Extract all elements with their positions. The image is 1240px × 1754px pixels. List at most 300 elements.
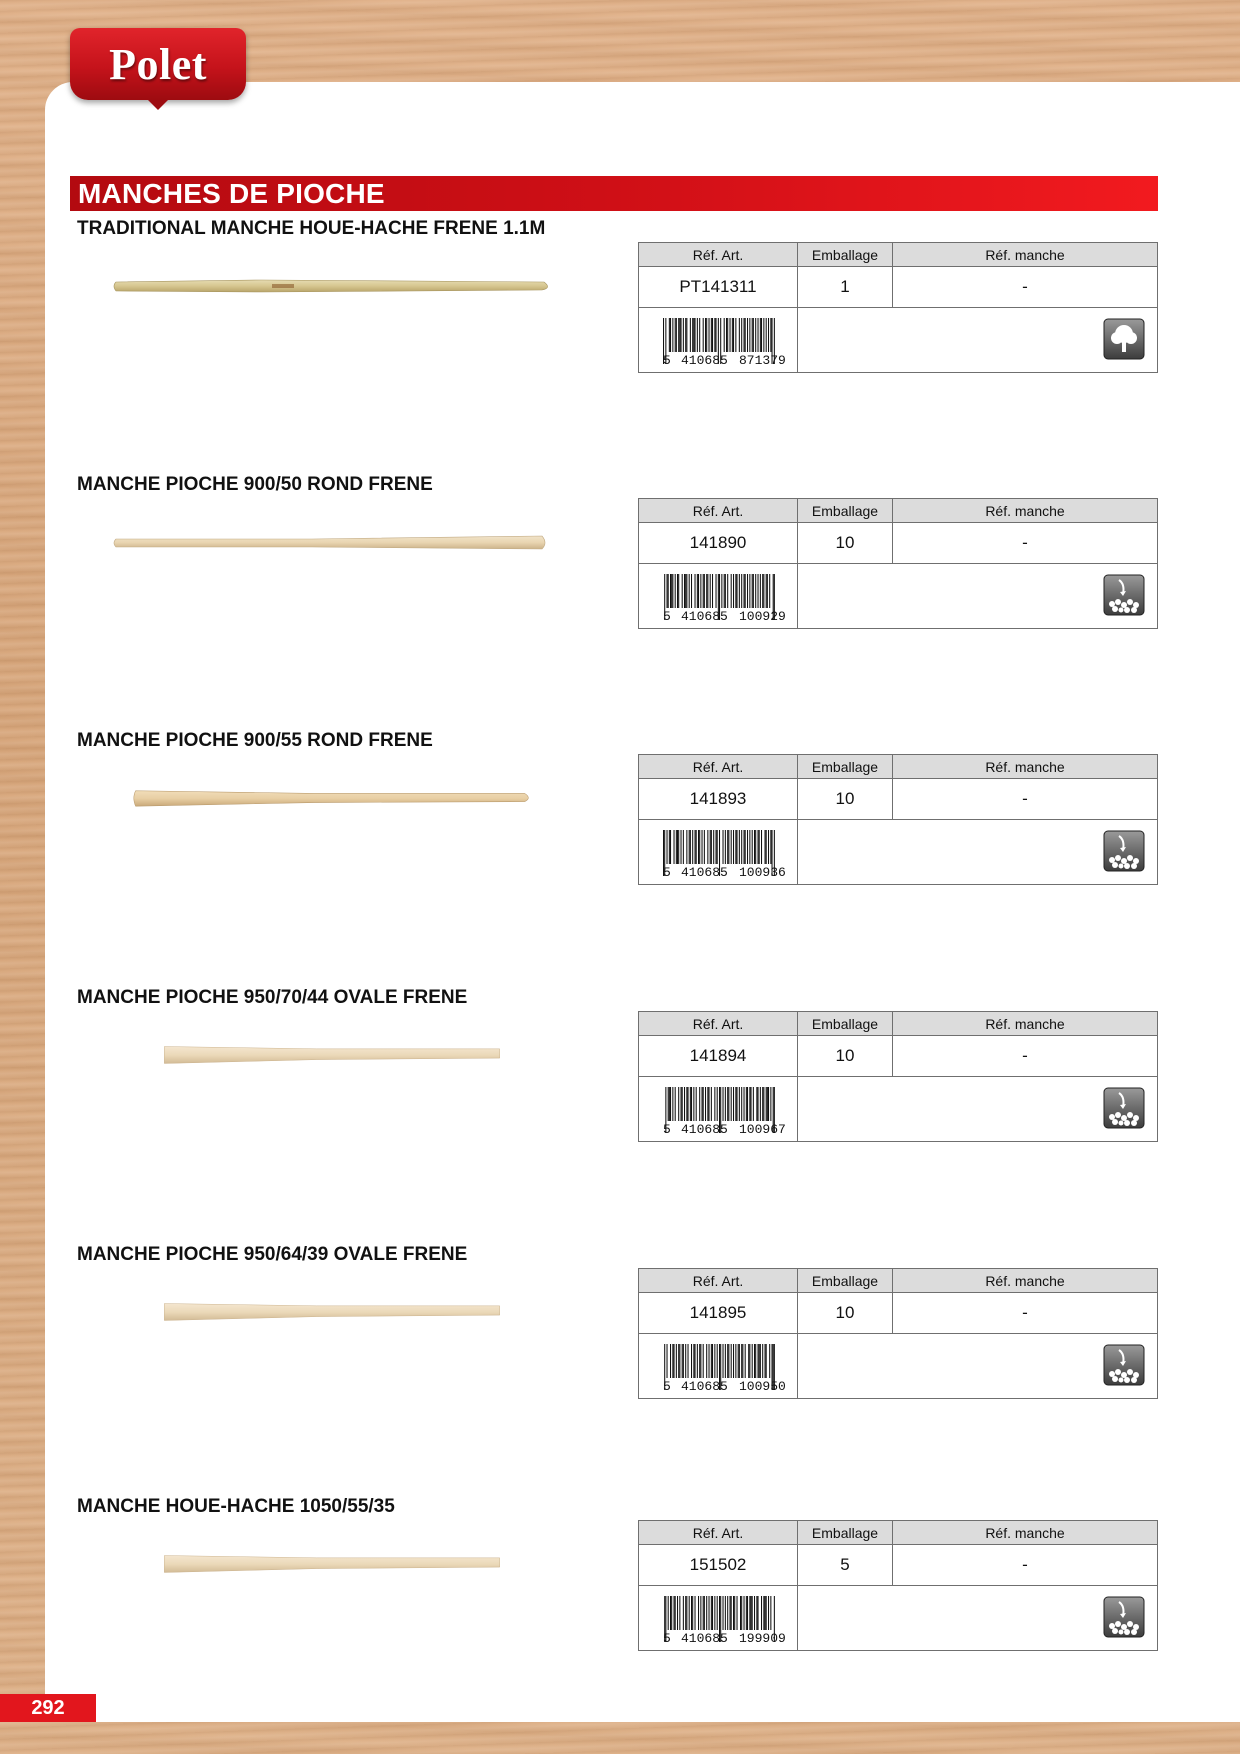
product-title: MANCHE PIOCHE 950/70/44 OVALE FRENE	[77, 987, 468, 1008]
emballage-value: 10	[798, 779, 893, 819]
header-emballage: Emballage	[798, 499, 893, 522]
barcode-bar	[725, 830, 726, 864]
barcode-bar	[704, 1596, 705, 1630]
barcode-bar	[690, 830, 691, 864]
barcode-bar	[730, 318, 731, 352]
barcode-bar	[696, 1087, 697, 1121]
barcode-bar	[741, 1087, 742, 1121]
barcode-bar	[717, 830, 718, 864]
product-title: MANCHE HOUE-HACHE 1050/55/35	[77, 1496, 395, 1517]
barcode-bar	[681, 830, 682, 864]
barcode-bar	[770, 318, 771, 352]
barcode-bar	[717, 1596, 718, 1630]
emballage-value: 10	[798, 1036, 893, 1076]
barcode-bar	[756, 1596, 757, 1630]
product-block	[0, 730, 1240, 950]
barcode-bar	[758, 1596, 759, 1630]
emballage-value: 10	[798, 523, 893, 563]
barcode-bar	[672, 1344, 673, 1378]
table-row	[639, 267, 1157, 308]
barcode-bar	[681, 318, 682, 352]
barcode-right-digits: 100929	[739, 609, 786, 624]
barcode-bar	[758, 830, 759, 864]
barcode-row	[639, 1334, 1157, 1398]
barcode-bar	[702, 1087, 703, 1121]
barcode-bar	[667, 574, 668, 608]
barcode-bar	[691, 1596, 692, 1630]
header-ref-manche: Réf. manche	[985, 502, 1065, 519]
barcode-bar	[693, 1087, 694, 1121]
barcode-bar	[677, 1596, 678, 1630]
table-row	[639, 779, 1157, 820]
barcode-bar	[769, 1344, 770, 1378]
barcode-bar	[686, 318, 687, 352]
barcode-bar	[741, 318, 742, 352]
barcode-bar	[763, 318, 764, 352]
barcode-bar	[685, 318, 686, 352]
header-ref-manche: Réf. manche	[985, 1015, 1065, 1032]
barcode-bar	[754, 1344, 755, 1378]
polet-logo	[70, 28, 246, 100]
barcode-bar	[691, 1087, 692, 1121]
barcode-bar	[706, 574, 707, 608]
barcode-bar	[688, 1087, 689, 1121]
product-info-table	[638, 1011, 1158, 1142]
ref-art-value: 151502	[639, 1545, 798, 1585]
barcode-bar	[682, 1087, 683, 1121]
barcode-bar	[735, 574, 736, 608]
barcode-bar	[676, 830, 677, 864]
barcode-bar	[703, 1344, 704, 1378]
barcode-right-digits: 100950	[739, 1379, 786, 1394]
header-ref-manche: Réf. manche	[985, 1272, 1065, 1289]
barcode-bar	[751, 1596, 752, 1630]
barcode-bar	[716, 318, 717, 352]
barcode-bar	[668, 574, 669, 608]
barcode	[639, 1334, 798, 1398]
barcode-bar	[709, 1087, 710, 1121]
header-ref-art: Réf. Art.	[639, 243, 798, 266]
barcode-bar	[732, 318, 733, 352]
header-emballage: Emballage	[798, 755, 893, 778]
barcode-bar	[703, 318, 704, 352]
table-header-row	[639, 1012, 1157, 1036]
barcode-bar	[737, 1596, 738, 1630]
barcode-bar	[762, 1344, 763, 1378]
barcode-bar	[710, 830, 711, 864]
barcode-bar	[674, 1344, 675, 1378]
barcode-left-digits: 410685	[681, 353, 728, 368]
barcode-bar	[691, 574, 692, 608]
product-info-table	[638, 242, 1158, 373]
barcode-bar	[686, 1087, 687, 1121]
table-header-row	[639, 755, 1157, 779]
barcode-bar	[754, 1596, 755, 1630]
barcode-bar	[679, 1596, 680, 1630]
barcode-bar	[739, 1344, 740, 1378]
barcode-bar	[749, 830, 750, 864]
barcode-left-digits: 410685	[681, 1379, 728, 1394]
product-title: MANCHE PIOCHE 900/50 ROND FRENE	[77, 474, 433, 495]
barcode-bar	[749, 318, 750, 352]
barcode-bar	[753, 1087, 754, 1121]
barcode-bar	[685, 1596, 686, 1630]
barcode-bar	[709, 1344, 710, 1378]
barcode-bar	[693, 1344, 694, 1378]
barcode-bar	[760, 1087, 761, 1121]
barcode-prefix: 5	[663, 1379, 671, 1394]
barcode-bar	[700, 574, 701, 608]
barcode-bar	[677, 830, 678, 864]
barcode-bar	[697, 318, 698, 352]
barcode-bar	[711, 1087, 712, 1121]
header-ref-manche: Réf. manche	[985, 1524, 1065, 1541]
barcode-bar	[683, 830, 684, 864]
barcode-bar	[686, 574, 687, 608]
barcode-row	[639, 1586, 1157, 1650]
barcode-bar	[744, 1596, 745, 1630]
barcode-bar	[739, 1087, 740, 1121]
ref-manche-value: -	[1022, 1555, 1028, 1574]
barcode-bar	[740, 1596, 741, 1630]
barcode-bar	[727, 1087, 728, 1121]
barcode-bar	[747, 574, 748, 608]
barcode-left-digits: 410685	[681, 865, 728, 880]
handle-image	[112, 788, 552, 808]
barcode-bar	[747, 1596, 748, 1630]
barcode-bar	[688, 1344, 689, 1378]
barcode-bar	[711, 1596, 712, 1630]
barcode-bar	[723, 1087, 724, 1121]
barcode-bar	[706, 1596, 707, 1630]
barcode-bar	[723, 1344, 724, 1378]
barcode-prefix: 5	[663, 1122, 671, 1137]
product-info-table	[638, 498, 1158, 629]
barcode	[639, 1586, 798, 1650]
barcode-bar	[695, 830, 696, 864]
barcode-bar	[712, 1596, 713, 1630]
barcode-bar	[675, 318, 676, 352]
table-row	[639, 1036, 1157, 1077]
barcode-bar	[703, 1087, 704, 1121]
barcode-left-digits: 410685	[681, 609, 728, 624]
barcode-bar	[697, 1344, 698, 1378]
barcode-bar	[689, 574, 690, 608]
barcode-bar	[745, 574, 746, 608]
soil-dig-icon	[1103, 830, 1145, 872]
soil-dig-icon	[1103, 574, 1145, 616]
barcode-bar	[762, 574, 763, 608]
barcode-bar	[765, 1344, 766, 1378]
section-title: MANCHES DE PIOCHE	[78, 178, 385, 209]
barcode-bar	[725, 1596, 726, 1630]
barcode-bar	[678, 1344, 679, 1378]
handle-image	[112, 276, 552, 296]
barcode-bar	[763, 1087, 764, 1121]
product-block	[0, 1496, 1240, 1716]
barcode-bar	[733, 1344, 734, 1378]
barcode-bar	[728, 830, 729, 864]
barcode-bar	[761, 318, 762, 352]
barcode-bar	[745, 830, 746, 864]
barcode-bar	[749, 1087, 750, 1121]
barcode-bar	[752, 1344, 753, 1378]
barcode-bar	[682, 574, 683, 608]
barcode-left-digits: 410685	[681, 1122, 728, 1137]
barcode-bar	[761, 1596, 762, 1630]
barcode-row	[639, 820, 1157, 884]
barcode-bar	[669, 1087, 670, 1121]
barcode-bar	[712, 318, 713, 352]
barcode-bar	[766, 1596, 767, 1630]
barcode-bar	[716, 830, 717, 864]
barcode-bar	[766, 574, 767, 608]
barcode-bar	[733, 1087, 734, 1121]
barcode-bar	[699, 830, 700, 864]
barcode	[639, 820, 798, 884]
barcode-bar	[684, 1087, 685, 1121]
barcode-bar	[712, 1344, 713, 1378]
barcode-bar	[737, 574, 738, 608]
barcode-bar	[768, 1596, 769, 1630]
barcode-bar	[679, 1344, 680, 1378]
barcode-bar	[765, 1596, 766, 1630]
barcode-bar	[755, 830, 756, 864]
barcode-bar	[704, 830, 705, 864]
barcode-bar	[763, 1596, 764, 1630]
barcode-bar	[724, 574, 725, 608]
barcode-bar	[667, 830, 668, 864]
barcode-bar	[670, 1087, 671, 1121]
barcode-bar	[725, 1344, 726, 1378]
barcode-right-digits: 199909	[739, 1631, 786, 1646]
barcode-bar	[744, 1087, 745, 1121]
barcode-bar	[747, 830, 748, 864]
barcode-bar	[714, 318, 715, 352]
header-emballage: Emballage	[798, 1269, 893, 1292]
emballage-value: 1	[798, 267, 893, 307]
barcode-bar	[724, 318, 725, 352]
barcode	[639, 308, 798, 372]
barcode-bar	[685, 1344, 686, 1378]
header-emballage: Emballage	[798, 1521, 893, 1544]
soil-dig-icon	[1103, 1344, 1145, 1386]
barcode-bar	[716, 574, 717, 608]
barcode-bar	[766, 318, 767, 352]
barcode-bar	[714, 1087, 715, 1121]
table-header-row	[639, 499, 1157, 523]
barcode-bar	[766, 1344, 767, 1378]
barcode-bar	[692, 830, 693, 864]
barcode-bar	[749, 1344, 750, 1378]
barcode-bar	[721, 574, 722, 608]
barcode-bar	[746, 1596, 747, 1630]
tree-icon	[1103, 318, 1145, 360]
barcode-bar	[762, 1087, 763, 1121]
barcode-bar	[755, 574, 756, 608]
barcode-bar	[731, 574, 732, 608]
barcode-bar	[711, 830, 712, 864]
barcode-left-digits: 410685	[681, 1631, 728, 1646]
barcode-bar	[670, 574, 671, 608]
barcode-bar	[770, 830, 771, 864]
barcode-bar	[700, 1344, 701, 1378]
barcode-bar	[676, 1344, 677, 1378]
barcode-bar	[707, 574, 708, 608]
barcode-bar	[695, 1344, 696, 1378]
barcode-bar	[753, 318, 754, 352]
barcode-bar	[723, 830, 724, 864]
barcode-bar	[727, 318, 728, 352]
barcode-bar	[741, 574, 742, 608]
barcode-bar	[741, 1344, 742, 1378]
barcode-bar	[738, 1344, 739, 1378]
barcode-bar	[675, 574, 676, 608]
barcode-bar	[742, 1344, 743, 1378]
barcode-bar	[770, 1596, 771, 1630]
barcode-bar	[705, 1087, 706, 1121]
header-ref-art: Réf. Art.	[639, 1012, 798, 1035]
barcode-bar	[714, 1344, 715, 1378]
ref-art-value: PT141311	[639, 267, 798, 307]
emballage-value: 5	[798, 1545, 893, 1585]
section-banner	[70, 176, 1158, 211]
barcode-bar	[686, 1596, 687, 1630]
barcode-bar	[768, 1087, 769, 1121]
ref-manche-value: -	[1022, 1046, 1028, 1065]
barcode-bar	[745, 1344, 746, 1378]
barcode-bar	[767, 574, 768, 608]
product-title: MANCHE PIOCHE 950/64/39 OVALE FRENE	[77, 1244, 468, 1265]
handle-image	[112, 1554, 552, 1574]
barcode-bar	[741, 830, 742, 864]
barcode-bar	[695, 574, 696, 608]
barcode-bar	[675, 1596, 676, 1630]
barcode-bar	[731, 1087, 732, 1121]
barcode-bar	[683, 318, 684, 352]
barcode-right-digits: 871379	[739, 353, 786, 368]
barcode-bar	[748, 1344, 749, 1378]
table-header-row	[639, 243, 1157, 267]
barcode-bar	[692, 318, 693, 352]
barcode-bar	[706, 318, 707, 352]
barcode-bar	[670, 318, 671, 352]
barcode-bar	[749, 1596, 750, 1630]
barcode-bar	[739, 318, 740, 352]
barcode-right-digits: 100967	[739, 1122, 786, 1137]
ref-art-value: 141895	[639, 1293, 798, 1333]
barcode-row	[639, 1077, 1157, 1141]
barcode-bar	[677, 574, 678, 608]
barcode-bar	[752, 318, 753, 352]
barcode-bar	[758, 1087, 759, 1121]
barcode-bar	[747, 1087, 748, 1121]
barcode-bar	[713, 830, 714, 864]
barcode-bar	[752, 574, 753, 608]
barcode-bar	[709, 1596, 710, 1630]
ref-manche-value: -	[1022, 533, 1028, 552]
barcode-bar	[744, 574, 745, 608]
page-number: 292	[0, 1694, 96, 1722]
header-emballage: Emballage	[798, 1012, 893, 1035]
barcode-prefix: 5	[663, 353, 671, 368]
ref-manche-value: -	[1022, 789, 1028, 808]
barcode-bar	[705, 318, 706, 352]
barcode-bar	[693, 318, 694, 352]
barcode-bar	[727, 1344, 728, 1378]
barcode-bar	[727, 1596, 728, 1630]
barcode-bar	[674, 1596, 675, 1630]
barcode-row	[639, 308, 1157, 372]
barcode-bar	[704, 574, 705, 608]
barcode-bar	[698, 1596, 699, 1630]
barcode-bar	[763, 574, 764, 608]
product-title: TRADITIONAL MANCHE HOUE-HACHE FRENE 1.1M	[77, 218, 546, 239]
barcode-right-digits: 100936	[739, 865, 786, 880]
barcode-bar	[752, 830, 753, 864]
barcode-bar	[681, 1087, 682, 1121]
header-ref-manche: Réf. manche	[985, 246, 1065, 263]
product-title: MANCHE PIOCHE 900/55 ROND FRENE	[77, 730, 433, 751]
barcode-bar	[753, 574, 754, 608]
barcode-bar	[717, 1087, 718, 1121]
barcode-bar	[739, 574, 740, 608]
barcode-bar	[744, 830, 745, 864]
barcode-bar	[683, 1596, 684, 1630]
barcode-bar	[758, 1344, 759, 1378]
barcode-bar	[765, 830, 766, 864]
table-row	[639, 523, 1157, 564]
barcode-bar	[731, 830, 732, 864]
ref-manche-value: -	[1022, 277, 1028, 296]
barcode-bar	[731, 1344, 732, 1378]
table-header-row	[639, 1521, 1157, 1545]
ref-art-value: 141890	[639, 523, 798, 563]
barcode-bar	[696, 830, 697, 864]
barcode-bar	[730, 1596, 731, 1630]
barcode-bar	[695, 318, 696, 352]
barcode	[639, 1077, 798, 1141]
barcode-bar	[702, 830, 703, 864]
barcode-bar	[735, 830, 736, 864]
barcode-bar	[746, 1087, 747, 1121]
barcode-bar	[669, 830, 670, 864]
barcode-bar	[668, 1087, 669, 1121]
header-ref-art: Réf. Art.	[639, 1521, 798, 1544]
barcode-prefix: 5	[663, 609, 671, 624]
product-block	[0, 987, 1240, 1207]
barcode-bar	[672, 318, 673, 352]
soil-dig-icon	[1103, 1087, 1145, 1129]
barcode-bar	[723, 1596, 724, 1630]
barcode-bar	[768, 318, 769, 352]
barcode-bar	[689, 830, 690, 864]
barcode-bar	[717, 1344, 718, 1378]
header-ref-art: Réf. Art.	[639, 755, 798, 778]
barcode-prefix: 5	[663, 865, 671, 880]
barcode-bar	[756, 1087, 757, 1121]
barcode-bar	[766, 1087, 767, 1121]
barcode-bar	[699, 1344, 700, 1378]
barcode-bar	[689, 1596, 690, 1630]
handle-image	[112, 1045, 552, 1065]
barcode-bar	[703, 574, 704, 608]
barcode-bar	[759, 1344, 760, 1378]
barcode-row	[639, 564, 1157, 628]
barcode-bar	[728, 1087, 729, 1121]
logo-text: Polet	[109, 39, 207, 89]
barcode-bar	[745, 318, 746, 352]
